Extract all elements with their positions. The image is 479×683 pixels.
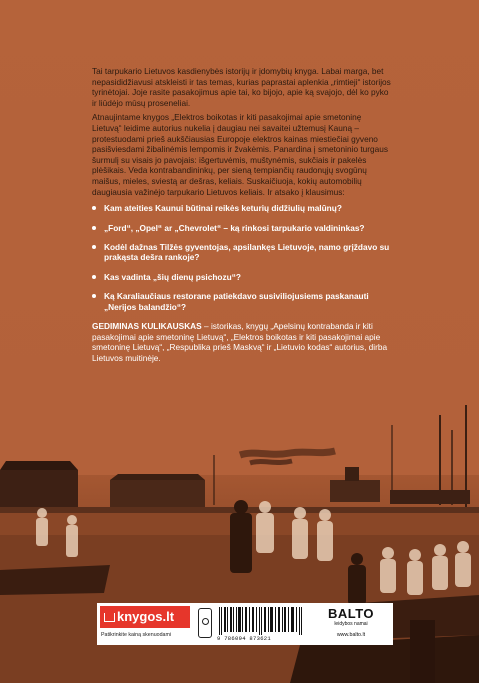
intro-paragraph-2: Atnaujintame knygos „Elektros boikotas ir kiti pasakojimai apie smetoninę Lietuvą“ leidime autorius nukelia į daugiau nei savaitei užtemusį Kauną – protestuodami prieš aukščiausias Europoje elektros kainas miestiečiai gyveno pasišviesdami žibalinėmis lempomis ir žvakėmis. Panardina į smetoninio turgaus šurmulį su visais jo pavojais: išgertuvėmis, muštynėmis, sukčiais ir pakelės plėšikais. Veda kontrabandininkų, per sieną tempiančių raudonųjų svogūnų maišus, mieles, sviestą ar dešras, keliais. Suskaičiuoja, kokių automobilių daugiausia važinėjo tarpukario Lietuvos keliais. Ir atsako į klausimus: [92, 112, 389, 197]
author-description: – istorikas, knygų „Apelsinų kontrabanda ir kiti pasakojimai apie smetoninę Lietuvą“, „Elektros boikotas ir kiti pasakojimai apie smetoninę Lietuvą“, „Respublika prieš Maskvą“ ir „Lietuvio kodas“ autorius, dirba Lietuvos muitinėje. [92, 320, 388, 363]
question-item: Kas vadinta „šių dienų psichozu“? [92, 272, 392, 282]
bullet-icon [92, 226, 96, 230]
isbn-number: 9 786094 873621 [217, 635, 272, 642]
bullet-icon [92, 245, 96, 249]
scan-price-text: Patikrinkite kainą skenuodami [101, 632, 172, 638]
question-item: „Ford“, „Opel“ ar „Chevrolet“ – ką rinkosi tarpukario valdininkas? [92, 223, 392, 233]
magnifier-icon [202, 618, 209, 625]
bullet-icon [92, 275, 96, 279]
intro-paragraph-1: Tai tarpukario Lietuvos kasdienybės istorijų ir įdomybių knyga. Labai marga, bet nepasididžiavusi atskleisti ir tas temas, kurias paprastai aplenkia „rimtieji“ istorijos tyrinėtojai. Joje rasite pasakojimus apie tai, ko bijojo, apie ką svajojo, dėl ko pyko ir liūdėjo mūsų proseneliai. [92, 66, 391, 108]
publisher-website: www.balto.lt [336, 632, 366, 638]
bullet-icon [92, 294, 96, 298]
cart-icon [104, 613, 115, 622]
publisher-name: BALTO [327, 606, 375, 621]
publisher-logo [313, 607, 389, 641]
question-item: Kodėl dažnas Tilžės gyventojas, apsilankęs Lietuvoje, namo grįždavo su prakąsta dešra rankoje? [92, 242, 392, 263]
questions-list [92, 203, 392, 312]
question-item: Ką Karaliaučiaus restorane patiekdavo susiviliojusiems paskanauti „Nerijos balandžio“? [92, 291, 392, 312]
question-item: Kam ateities Kaunui būtinai reikės keturių didžiulių malūnų? [92, 203, 392, 213]
phone-scan-icon [198, 608, 212, 638]
bullet-icon [92, 206, 96, 210]
knygos-logo: knygos.lt [100, 606, 190, 628]
publisher-subtitle: leidybos namai [334, 621, 368, 627]
author-name: GEDIMINAS KULIKAUSKAS [92, 320, 202, 331]
barcode-panel [97, 603, 393, 645]
isbn-barcode [219, 607, 303, 635]
cover-text-block [92, 66, 392, 367]
author-bio [92, 321, 392, 363]
